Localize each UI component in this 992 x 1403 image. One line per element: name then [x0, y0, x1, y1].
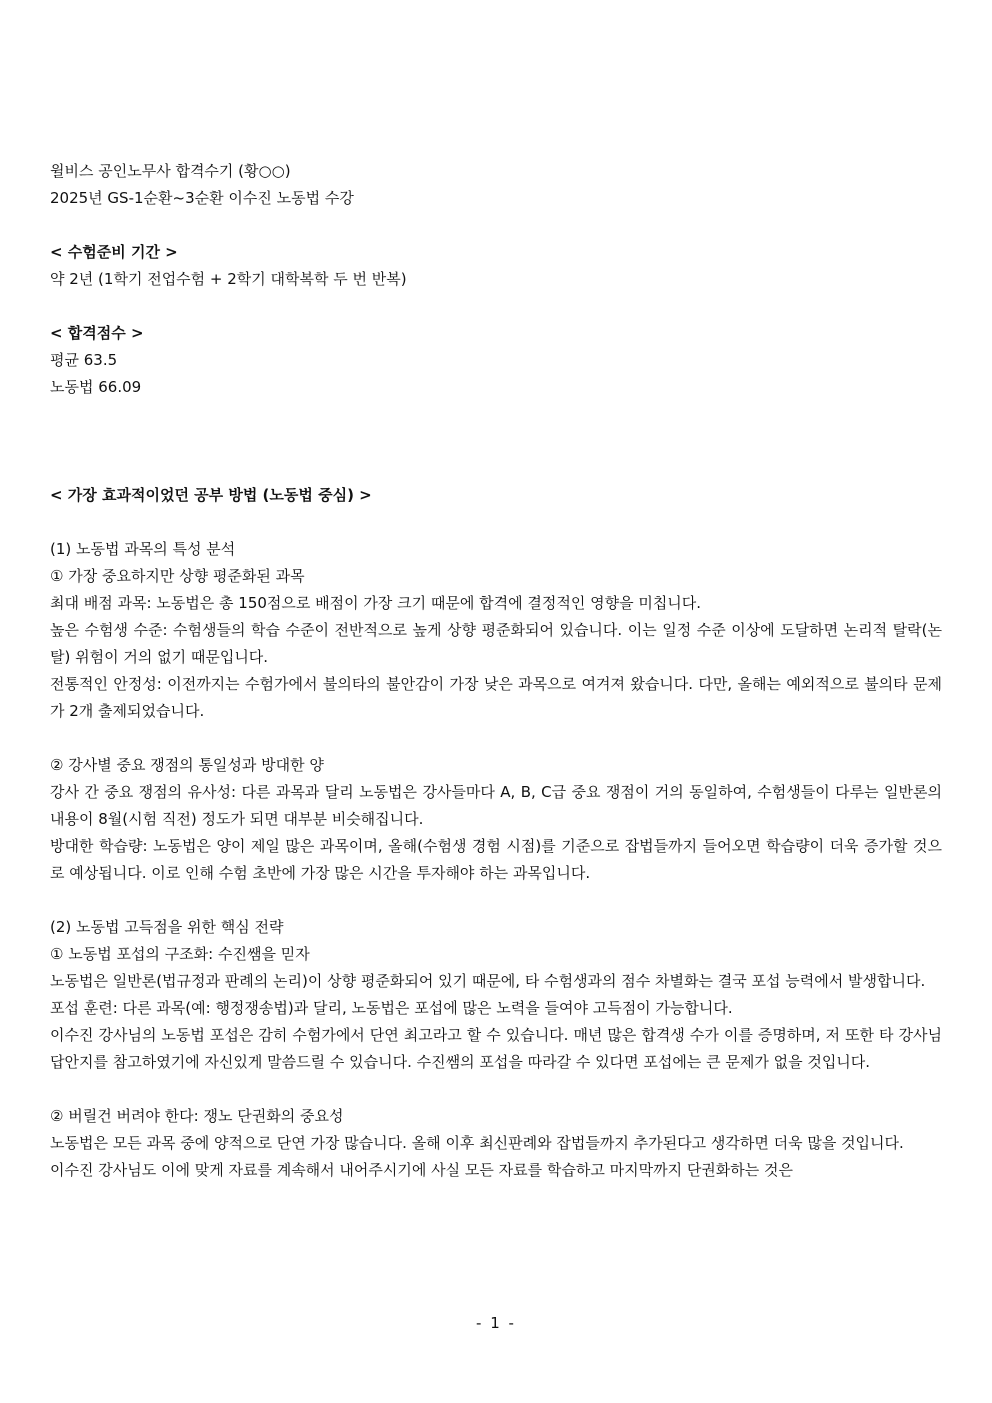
- section-2-point-1-paragraph-c: 이수진 강사님의 노동법 포섭은 감히 수험가에서 단연 최고라고 할 수 있습니다. 매년 많은 합격생 수가 이를 증명하며, 저 또한 타 강사님 답안지를 참고하였기에 자신있게 말씀드릴 수 있습니다. 수진쌤의 포섭을 따라갈 수 있다면 포섭에는 큰 문제가 없을 것입니다.: [50, 1026, 942, 1071]
- section-2-point-1-paragraph-a: 노동법은 일반론(법규정과 판례의 논리)이 상향 평준화되어 있기 때문에, 타 수험생과의 점수 차별화는 결국 포섭 능력에서 발생합니다.: [50, 972, 926, 990]
- section-1-point-2-title: ② 강사별 중요 쟁점의 통일성과 방대한 양: [50, 756, 324, 774]
- spacer: [50, 509, 942, 536]
- score-average: 평균 63.5: [50, 351, 118, 369]
- document-subtitle: 2025년 GS-1순환~3순환 이수진 노동법 수강: [50, 189, 354, 207]
- section-1-point-2-paragraph-a: 강사 간 중요 쟁점의 유사성: 다른 과목과 달리 노동법은 강사들마다 A, B, C급 중요 쟁점이 거의 동일하여, 수험생들이 다루는 일반론의 내용이 8월(시험 직전) 정도가 되면 대부분 비슷해집니다.: [50, 783, 942, 828]
- section-2-point-2-paragraph-a: 노동법은 모든 과목 중에 양적으로 단연 가장 많습니다. 올해 이후 최신판례와 잡법들까지 추가된다고 생각하면 더욱 많을 것입니다.: [50, 1134, 904, 1152]
- section-1-point-1-paragraph-b: 높은 수험생 수준: 수험생들의 학습 수준이 전반적으로 높게 상향 평준화되어 있습니다. 이는 일정 수준 이상에 도달하면 논리적 탈락(논탈) 위험이 거의 없기 때문입니다.: [50, 621, 942, 666]
- prep-period-text: 약 2년 (1학기 전업수험 + 2학기 대학복학 두 번 반복): [50, 270, 407, 288]
- section-1-point-2-paragraph-b: 방대한 학습량: 노동법은 양이 제일 많은 과목이며, 올해(수험생 경험 시점)를 기준으로 잡법들까지 들어오면 학습량이 더욱 증가할 것으로 예상됩니다. 이로 인해 수험 초반에 가장 많은 시간을 투자해야 하는 과목입니다.: [50, 837, 942, 882]
- spacer: [50, 212, 942, 239]
- spacer: [50, 293, 942, 320]
- section-1-title: (1) 노동법 과목의 특성 분석: [50, 540, 236, 558]
- prep-period-heading: < 수험준비 기간 >: [50, 243, 178, 261]
- spacer: [50, 1076, 942, 1103]
- page-number: - 1 -: [476, 1314, 516, 1332]
- section-2-title: (2) 노동법 고득점을 위한 핵심 전략: [50, 918, 284, 936]
- section-2-point-1-title: ① 노동법 포섭의 구조화: 수진쌤을 믿자: [50, 945, 310, 963]
- section-1-point-1-paragraph-c: 전통적인 안정성: 이전까지는 수험가에서 불의타의 불안감이 가장 낮은 과목으로 여겨져 왔습니다. 다만, 올해는 예외적으로 불의타 문제가 2개 출제되었습니다.: [50, 675, 942, 720]
- spacer: [50, 725, 942, 752]
- method-heading: < 가장 효과적이었던 공부 방법 (노동법 중심) >: [50, 486, 372, 504]
- document-title: 윌비스 공인노무사 합격수기 (황○○): [50, 162, 291, 180]
- scores-heading: < 합격점수 >: [50, 324, 144, 342]
- section-1-point-1-title: ① 가장 중요하지만 상향 평준화된 과목: [50, 567, 305, 585]
- section-1-point-1-paragraph-a: 최대 배점 과목: 노동법은 총 150점으로 배점이 가장 크기 때문에 합격에 결정적인 영향을 미칩니다.: [50, 594, 702, 612]
- section-2-point-1-paragraph-b: 포섭 훈련: 다른 과목(예: 행정쟁송법)과 달리, 노동법은 포섭에 많은 노력을 들여야 고득점이 가능합니다.: [50, 999, 733, 1017]
- spacer: [50, 401, 942, 482]
- section-2-point-2-title: ② 버릴건 버려야 한다: 쟁노 단권화의 중요성: [50, 1107, 344, 1125]
- section-2-point-2-paragraph-b: 이수진 강사님도 이에 맞게 자료를 계속해서 내어주시기에 사실 모든 자료를 학습하고 마지막까지 단권화하는 것은: [50, 1161, 794, 1179]
- document-page: [50, 158, 942, 1184]
- score-labor-law: 노동법 66.09: [50, 378, 142, 396]
- spacer: [50, 887, 942, 914]
